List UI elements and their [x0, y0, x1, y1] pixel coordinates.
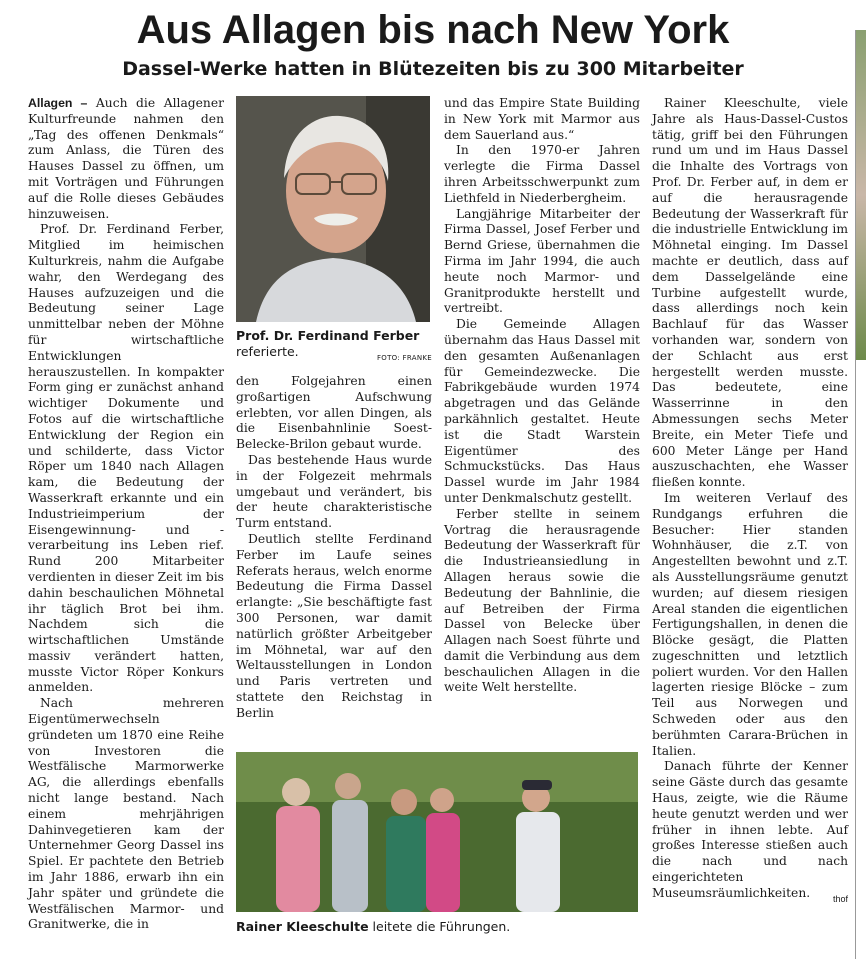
- tour-photo-caption: [236, 919, 636, 935]
- tour-group-photo: [236, 752, 638, 912]
- article-column-1: [28, 96, 224, 933]
- subheadline: Dassel-Werke hatten in Blütezeiten bis zu 300 Mitarbeiter: [122, 58, 744, 80]
- paragraph: Im weiteren Verlauf des Rundgangs erfuhren die Besucher: Hier standen Wohnhäuser, die z.T. von Angestellten bewohnt und z.T. als Ausstellungsräume genutzt wurden; auf diesem riesigen Areal standen die eigentlichen Fertigungshallen, in denen die Blöcke gesägt, die Platten zugeschnitten und letztlich poliert wurden. Vor den Hallen lagerten riesige Blöcke – zum Teil aus Norwegen und Schweden oder aus den berühmten Carara-Brüchen in Italien.: [652, 490, 848, 758]
- caption-text: referierte.: [236, 344, 299, 359]
- paragraph: Danach führte der Kenner seine Gäste durch das gesamte Haus, zeigte, wie die Räume heute genutzt werden und wer früher in ihnen lebte. Auf großes Interesse stießen auch die nach und nach eingerichteten Museumsräumlichkeiten.: [652, 759, 848, 900]
- portrait-photo: [236, 96, 430, 322]
- author-signature: thof: [832, 893, 848, 904]
- portrait-caption: [236, 328, 432, 366]
- article-column-3: [444, 96, 640, 696]
- paragraph: [28, 96, 224, 222]
- caption-name: Rainer Kleeschulte: [236, 919, 369, 934]
- paragraph: Das bestehende Haus wurde in der Folgezeit mehrmals umgebaut und verändert, bis der heute charakteristische Turm entstand.: [236, 452, 432, 531]
- portrait-illustration: [236, 96, 430, 322]
- paragraph: Rainer Kleeschulte, viele Jahre als Haus-Dassel-Custos tätig, griff bei den Führungen rund um und im Haus Dassel die Inhalte des Vortrags von Prof. Dr. Ferber auf, in dem er auf die herausragende Bedeutung der Wasserkraft für die industrielle Entwicklung im Möhnetal einging. Im Dassel machte er deutlich, dass auf dem Dasselgelände eine Turbine aufgestellt wurde, dass allerdings noch kein Bachlauf für das Wasser vorhanden war, sondern von der Schlacht aus erst hergestellt werden musste. Das bedeutete, eine Wasserrinne in den Abmessungen sechs Meter Breite, ein Meter Tiefe und 600 Meter Länge per Hand auszuschachten, ehe Wasser fließen konnte.: [652, 96, 848, 490]
- paragraph: und das Empire State Building in New York mit Marmor aus dem Sauerland aus.“: [444, 96, 640, 142]
- paragraph: Nach mehreren Eigentümerwechseln gründeten um 1870 eine Reihe von Investoren die Westfälische Marmorwerke AG, die allerdings ebenfalls nicht lange bestand. Nach einem mehrjährigen Dahinvegetieren kam der Unternehmer Georg Dassel ins Spiel. Er pachtete den Betrieb im Jahr 1886, erwarb ihn ein Jahr später und gründete die Westfälischen Marmor- und Granitwerke, die in: [28, 696, 224, 932]
- dateline: Allagen –: [28, 96, 88, 110]
- paragraph: Deutlich stellte Ferdinand Ferber im Laufe seines Referats heraus, welch enorme Bedeutung die Firma Dassel erlangte: „Sie beschäftigte fast 300 Personen, war damit natürlich größter Arbeitgeber im Möhnetal, war auf den Weltausstellungen in London und Paris vertreten und stattete den Reichstag in Berlin: [236, 531, 432, 720]
- headline: Aus Allagen bis nach New York: [136, 8, 730, 52]
- paragraph: den Folgejahren einen großartigen Aufschwung erlebten, vor allen Dingen, als die Eisenbahnlinie Soest-Belecke-Brilon gebaut wurde.: [236, 374, 432, 452]
- paragraph: Prof. Dr. Ferdinand Ferber, Mitglied im heimischen Kulturkreis, nahm die Aufgabe wahr, den Werdegang des Hauses aufzuzeigen und die Bedeutung seiner Lage unmittelbar neben der Möhne für wirtschaftliche Entwicklungen herauszustellen. In kompakter Form ging er zunächst anhand wichtiger Dokumente und Fotos auf die wirtschaftliche Entwicklung der Region ein und schilderte, dass Victor Röper um 1840 nach Allagen kam, die Bedeutung der Wasserkraft erkannte und ein Industrieimperium der Eisengewinnung- und -verarbeitung ins Leben rief. Rund 200 Mitarbeiter verdienten in dieser Zeit im bis dahin beschaulichen Möhnetal ihr täglich Brot bei ihm. Nachdem sich die wirtschaftlichen Umstände massiv verändert hatten, musste Victor Röper Konkurs anmelden.: [28, 222, 224, 695]
- photo-credit: FOTO: FRANKE: [376, 354, 432, 362]
- paragraph: Die Gemeinde Allagen übernahm das Haus Dassel mit den gesamten Außenanlagen für Gemeindezwecke. Die Fabrikgebäude wurden 1974 abgetragen und das Gelände parkähnlich gestaltet. Heute ist die Stadt Warstein Eigentümer des Schmuckstücks. Das Haus Dassel wurde im Jahr 1984 unter Denkmalschutz gestellt.: [444, 317, 640, 505]
- tour-group-illustration: [236, 752, 638, 912]
- article-column-4: [652, 96, 848, 907]
- caption-name: Prof. Dr. Ferdinand Ferber: [236, 328, 420, 343]
- paragraph: Langjährige Mitarbeiter der Firma Dassel, Josef Ferber und Bernd Griese, übernahmen die Firma im Jahr 1994, die auch heute noch Marmor- und Granitprodukte herstellt und vertreibt.: [444, 206, 640, 316]
- paragraph: In den 1970-er Jahren verlegte die Firma Dassel ihren Arbeitsschwerpunkt zum Liethfeld in Niederbergheim.: [444, 143, 640, 205]
- article-column-2: [236, 374, 432, 722]
- caption-text: leitete die Führungen.: [368, 919, 511, 934]
- adjacent-photo-edge: [856, 30, 866, 360]
- paragraph: Ferber stellte in seinem Vortrag die herausragende Bedeutung der Wasserkraft für die Industrieansiedlung in Allagen heraus sowie die Bedeutung der Bahnlinie, die auf Betreiben der Firma Dassel von Belecke über Allagen nach Soest führte und damit die Verbindung aus dem beschaulichen Allagen in die weite Welt herstellte.: [444, 506, 640, 695]
- paragraph-text: Auch die Allagener Kulturfreunde nahmen den „Tag des offenen Denkmals“ zum Anlass, die Türen des Hauses Dassel zu öffnen, um mit Vorträgen und Führungen auf die Rolle dieses Gebäudes hinzuweisen.: [28, 96, 224, 221]
